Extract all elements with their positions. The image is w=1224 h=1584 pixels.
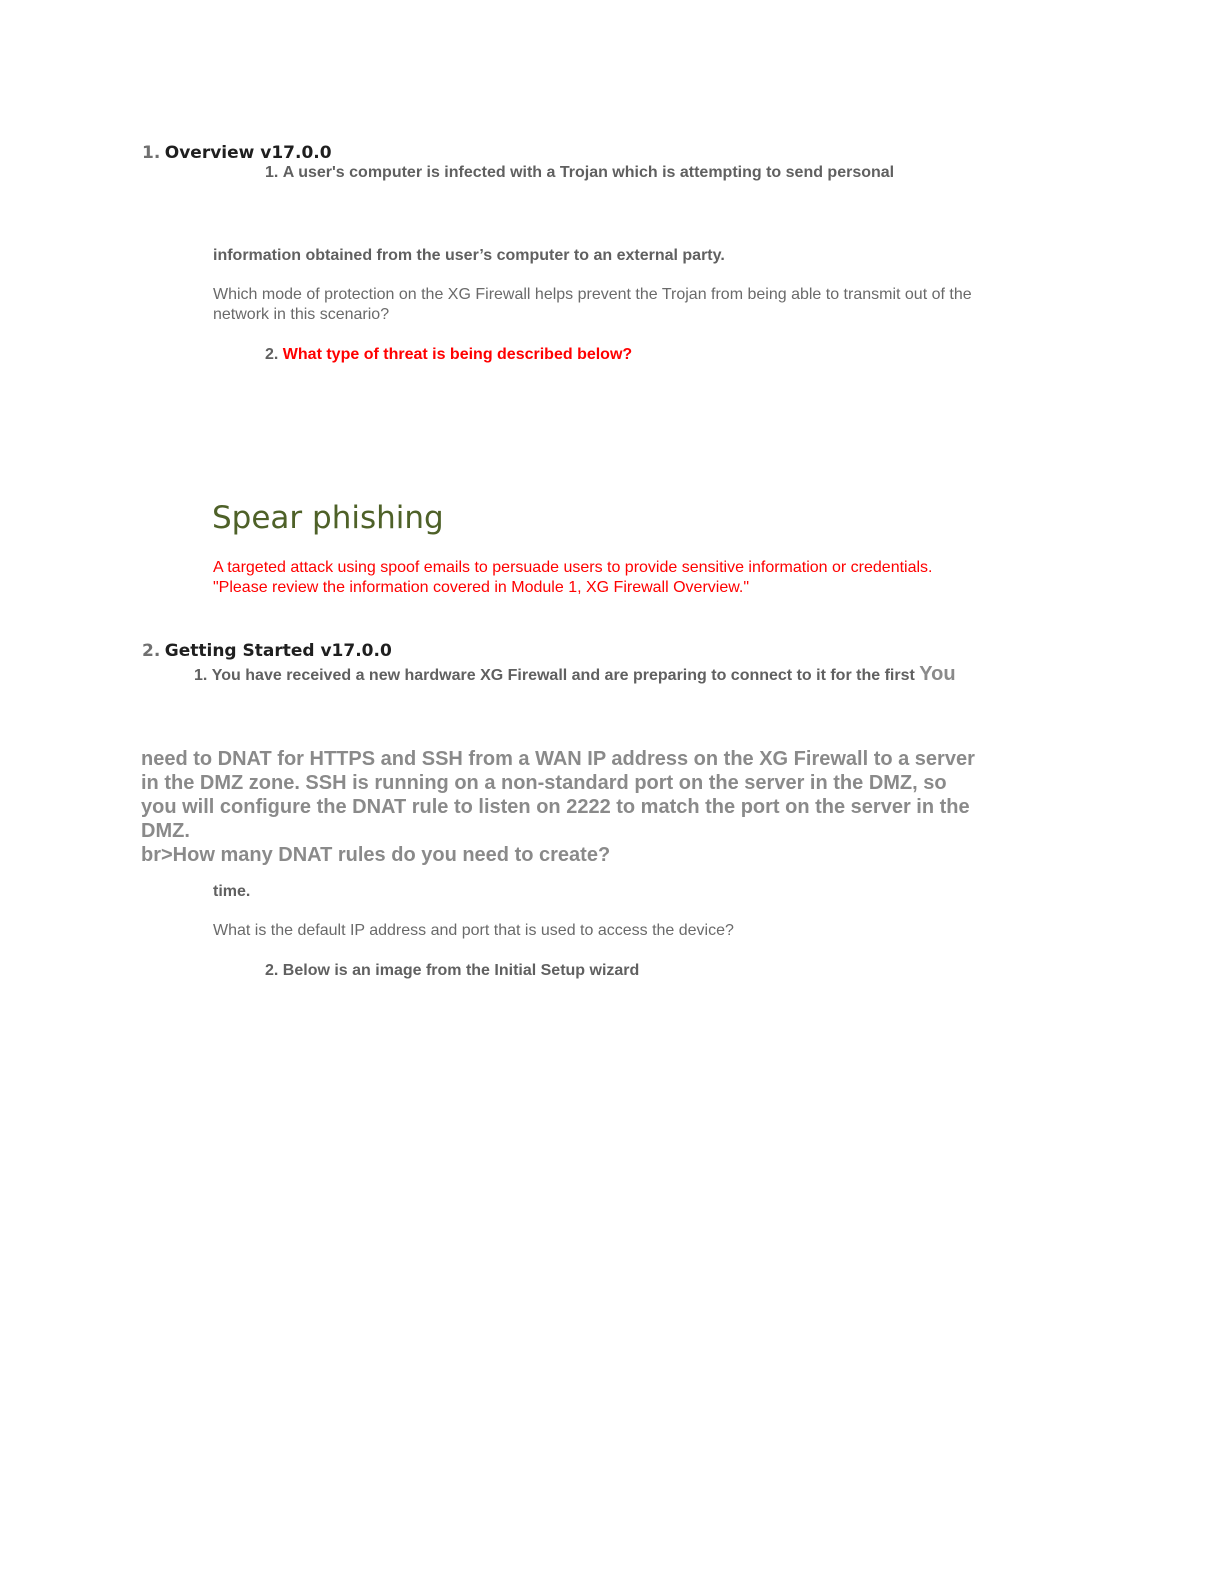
question-2-2 [265,962,639,980]
answer-line: A targeted attack using spoof emails to persuade users to provide sensitive information or credentials. [213,559,933,576]
section-title: Overview v17.0.0 [164,143,332,163]
question-1-2 [265,346,632,364]
paragraph-line: you will configure the DNAT rule to listen on 2222 to match the port on the server in the [141,796,970,818]
question-text: What type of threat is being described below? [282,346,633,363]
prompt-line: network in this scenario? [213,306,390,323]
question-number: 1. [265,164,279,181]
question-text: Below is an image from the Initial Setup wizard [282,962,640,979]
dnat-paragraph [141,747,1041,867]
paragraph-line: in the DMZ zone. SSH is running on a non-standard port on the server in the DMZ, so [141,772,947,794]
inline-text: You [919,663,956,685]
question-prompt [213,285,972,325]
question-2-1 [194,663,956,686]
section-1-heading [142,143,332,163]
question-prompt: What is the default IP address and port that is used to access the device? [213,922,734,939]
paragraph-line: need to DNAT for HTTPS and SSH from a WAN IP address on the XG Firewall to a server [141,748,975,770]
question-number: 2. [265,346,279,363]
prompt-line: Which mode of protection on the XG Firewall helps prevent the Trojan from being able to transmit out of the [213,286,972,303]
question-continuation: information obtained from the user’s computer to an external party. [213,247,725,264]
question-number: 1. [194,667,208,684]
question-text: You have received a new hardware XG Firewall and are preparing to connect to it for the first [211,667,915,684]
answer-title: Spear phishing [212,500,444,536]
section-number: 1. [142,143,161,163]
section-2-heading [142,641,392,661]
answer-explanation [213,558,933,598]
question-continuation: time. [213,883,251,900]
section-number: 2. [142,641,161,661]
question-number: 2. [265,962,279,979]
answer-line: "Please review the information covered in Module 1, XG Firewall Overview." [213,579,750,596]
paragraph-line: DMZ. [141,820,190,842]
section-title: Getting Started v17.0.0 [164,641,392,661]
question-text: A user's computer is infected with a Trojan which is attempting to send personal [282,164,895,181]
paragraph-line: br>How many DNAT rules do you need to create? [141,844,611,866]
question-1-1 [265,164,894,182]
